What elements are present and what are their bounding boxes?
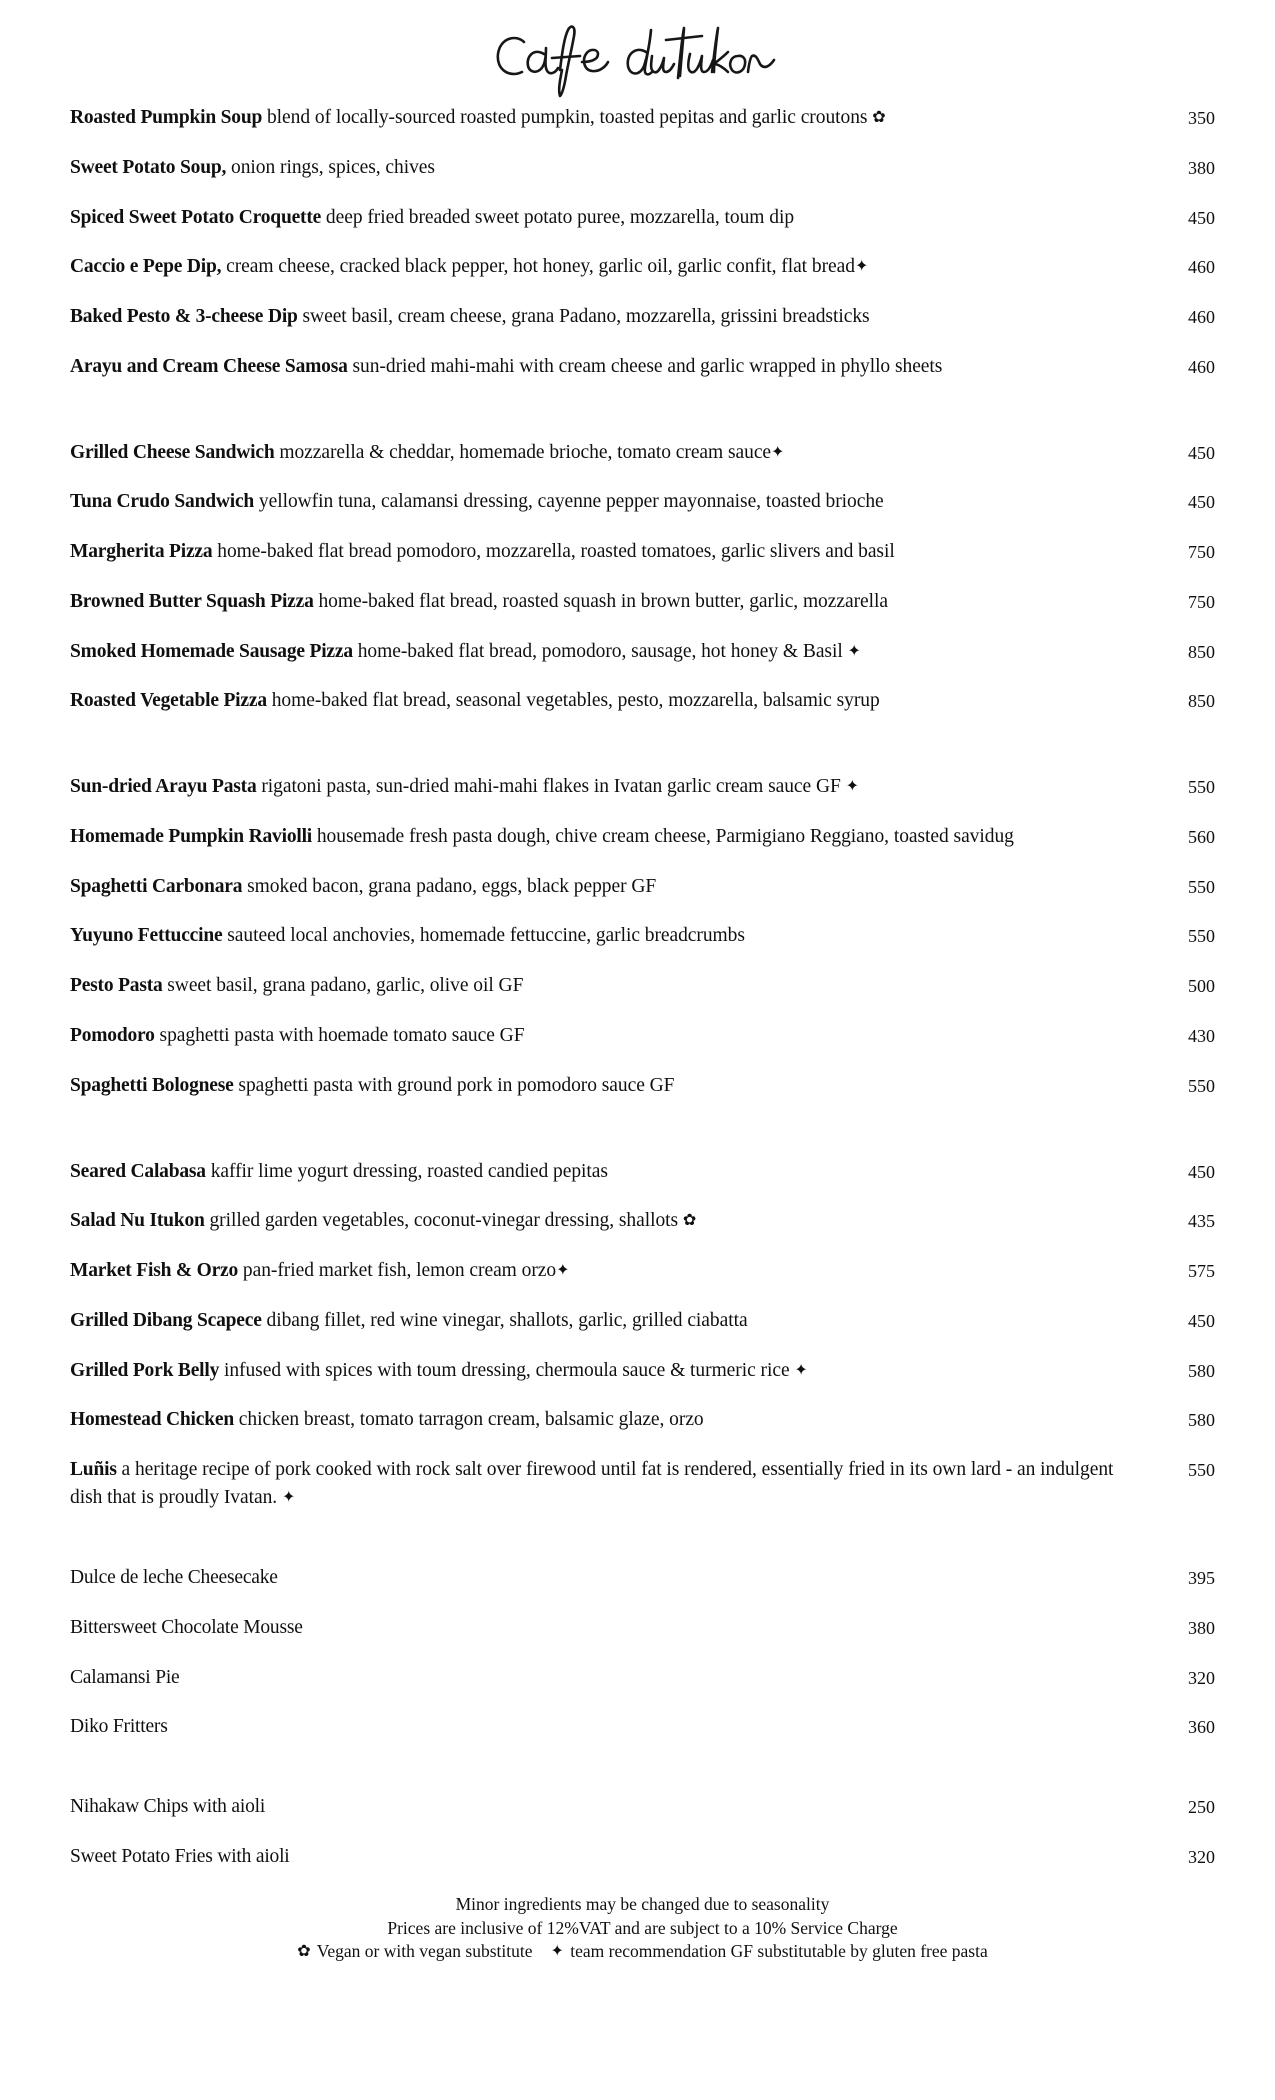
menu-item-text — [70, 538, 1169, 566]
menu-item-price: 460 — [1188, 307, 1215, 328]
menu-item-price: 450 — [1188, 442, 1215, 463]
menu-item[interactable] — [70, 104, 1215, 132]
menu-item-desc: deep fried breaded sweet potato puree, mozzarella, toum dip — [321, 206, 795, 228]
menu-item[interactable] — [70, 823, 1215, 851]
menu-item[interactable] — [70, 773, 1215, 801]
menu-item-text — [70, 873, 1169, 901]
menu-item-desc: pan-fried market fish, lemon cream orzo — [238, 1260, 557, 1282]
section-divider — [70, 1763, 1215, 1793]
menu-item-name: Pesto Pasta — [70, 975, 168, 997]
menu-item-name: Browned Butter Squash Pizza — [70, 590, 314, 612]
menu-item[interactable] — [70, 1614, 1215, 1642]
menu-item-text — [70, 1307, 1169, 1335]
menu-item-text — [70, 823, 1169, 851]
menu-item-price: 460 — [1188, 257, 1215, 278]
menu-item-desc: a heritage recipe of pork cooked with rock salt over firewood until fat is rendered, essentially fried in its own lard - an indulgent dish that is proudly Ivatan. — [70, 1459, 1114, 1509]
menu-item-price: 320 — [1188, 1847, 1215, 1867]
menu-item-name: Yuyuno Fettuccine — [70, 925, 223, 947]
menu-item-desc: chicken breast, tomato tarragon cream, balsamic glaze, orzo — [233, 1409, 704, 1431]
menu-item-price: 750 — [1188, 542, 1215, 563]
menu-item-price: 460 — [1188, 356, 1215, 377]
menu-item-desc: rigatoni pasta, sun-dried mahi-mahi flakes in Ivatan garlic cream sauce GF — [256, 776, 846, 798]
menu-item-price: 350 — [1188, 108, 1215, 128]
menu-item-text — [70, 303, 1169, 331]
menu-item-name: Caccio e Pepe Dip, — [70, 256, 222, 278]
recommended-icon: ✦ — [845, 778, 859, 796]
recommended-icon: ✦ — [550, 1943, 564, 1961]
menu-item-price: 580 — [1188, 1360, 1215, 1381]
menu-item-price: 550 — [1188, 926, 1215, 947]
section-sandwiches-pizza — [70, 439, 1215, 716]
menu-item-price: 550 — [1188, 777, 1215, 798]
menu-item-price: 450 — [1188, 207, 1215, 228]
menu-item-price: 380 — [1188, 157, 1215, 178]
menu-item-name: Baked Pesto & 3-cheese Dip — [70, 306, 298, 328]
menu-item-desc: home-baked flat bread, seasonal vegetables, pesto, mozzarella, balsamic syrup — [266, 690, 880, 712]
menu-item-desc: grilled garden vegetables, coconut-vinegar dressing, shallots — [204, 1210, 683, 1232]
menu-item-text — [70, 1072, 1169, 1100]
menu-item[interactable] — [70, 1843, 1215, 1871]
menu-item[interactable] — [70, 638, 1215, 666]
recommended-icon: ✦ — [847, 642, 861, 660]
menu-item-price: 450 — [1188, 1161, 1215, 1182]
menu-item-text — [70, 104, 1169, 132]
menu-item[interactable] — [70, 303, 1215, 331]
menu-footer — [70, 1893, 1215, 1964]
recommended-icon: ✦ — [281, 1489, 296, 1507]
recommended-icon: ✦ — [556, 1262, 570, 1280]
menu-item[interactable] — [70, 1793, 1215, 1821]
menu-item-text — [70, 1456, 1169, 1513]
menu-item[interactable] — [70, 1022, 1215, 1050]
menu-item-name: Luñis — [70, 1459, 117, 1481]
menu-item[interactable] — [70, 253, 1215, 281]
menu-item-text — [70, 353, 1169, 381]
menu-item-price: 850 — [1188, 691, 1215, 712]
menu-item[interactable] — [70, 1072, 1215, 1100]
menu-item-desc: smoked bacon, grana padano, eggs, black pepper GF — [242, 875, 657, 897]
menu-item[interactable] — [70, 873, 1215, 901]
menu-item[interactable] — [70, 922, 1215, 950]
menu-item-name: Tuna Crudo Sandwich — [70, 491, 255, 513]
section-starters — [70, 104, 1215, 381]
menu-item-price: 320 — [1188, 1667, 1215, 1688]
menu-item-text — [70, 154, 1169, 182]
menu-item-name: Spiced Sweet Potato Croquette — [70, 206, 322, 228]
menu-item-price: 550 — [1188, 876, 1215, 897]
menu-item-price: 560 — [1188, 826, 1215, 847]
menu-item-text — [70, 1406, 1169, 1434]
section-divider — [70, 1534, 1215, 1564]
menu-item-desc: home-baked flat bread, roasted squash in brown butter, garlic, mozzarella — [313, 590, 888, 612]
menu-item[interactable] — [70, 1207, 1215, 1235]
legend-recommended-text: team recommendation GF substitutable by gluten free pasta — [570, 1941, 988, 1962]
menu-item-text — [70, 204, 1169, 232]
menu-item-name: Spaghetti Bolognese — [70, 1074, 234, 1096]
menu-item-name: Salad Nu Itukon — [70, 1210, 205, 1232]
menu-item-price: 550 — [1188, 1460, 1215, 1481]
vegan-icon: ✿ — [682, 1212, 697, 1230]
menu-item[interactable] — [70, 154, 1215, 182]
menu-item-text — [70, 1357, 1169, 1385]
menu-item-price: 360 — [1188, 1717, 1215, 1738]
menu-item-text — [70, 488, 1169, 516]
menu-item[interactable] — [70, 353, 1215, 381]
menu-item-name: Homemade Pumpkin Raviolli — [70, 825, 313, 847]
menu-item-text — [70, 1843, 1169, 1871]
menu-item-name: Arayu and Cream Cheese Samosa — [70, 355, 348, 377]
menu-item[interactable] — [70, 1406, 1215, 1434]
menu-item-price: 450 — [1188, 492, 1215, 513]
menu-item-text — [70, 1207, 1169, 1235]
menu-item[interactable] — [70, 439, 1215, 467]
menu-item-name: Sweet Potato Fries with aioli — [70, 1846, 290, 1867]
menu-item-name: Bittersweet Chocolate Mousse — [70, 1616, 303, 1638]
menu-item-name: Roasted Pumpkin Soup — [70, 107, 263, 128]
menu-item-text — [70, 1614, 1169, 1642]
section-mains — [70, 1158, 1215, 1513]
menu-item-name: Sweet Potato Soup, — [70, 156, 227, 178]
menu-item-desc: home-baked flat bread pomodoro, mozzarella, roasted tomatoes, garlic slivers and basil — [212, 541, 895, 563]
menu-item-text — [70, 1022, 1169, 1050]
menu-item-desc: infused with spices with toum dressing, chermoula sauce & turmeric rice — [219, 1359, 795, 1381]
menu-item-price: 750 — [1188, 591, 1215, 612]
menu-item-text — [70, 1664, 1169, 1692]
menu-item-name: Calamansi Pie — [70, 1666, 180, 1688]
menu-item[interactable] — [70, 1158, 1215, 1186]
menu-item[interactable] — [70, 588, 1215, 616]
menu-item-price: 850 — [1188, 641, 1215, 662]
menu-item-desc: cream cheese, cracked black pepper, hot honey, garlic oil, garlic confit, flat bread — [221, 256, 855, 278]
menu-item[interactable] — [70, 1357, 1215, 1385]
menu-item-desc: onion rings, spices, chives — [226, 156, 435, 178]
menu-item-name: Smoked Homemade Sausage Pizza — [70, 640, 353, 662]
menu-item[interactable] — [70, 204, 1215, 232]
recommended-icon: ✦ — [794, 1361, 808, 1379]
menu-item-desc: blend of locally-sourced roasted pumpkin, toasted pepitas and garlic croutons — [262, 107, 873, 128]
recommended-icon: ✦ — [854, 258, 869, 276]
menu-item-desc: spaghetti pasta with hoemade tomato sauce GF — [154, 1025, 525, 1047]
menu-item-text — [70, 1564, 1169, 1592]
section-divider — [70, 403, 1215, 439]
menu-item-name: Spaghetti Carbonara — [70, 875, 243, 897]
menu-item-name: Homestead Chicken — [70, 1409, 234, 1431]
menu-item-text — [70, 588, 1169, 616]
menu-item-name: Diko Fritters — [70, 1716, 168, 1738]
vegan-icon: ✿ — [872, 109, 886, 126]
menu-item-price: 580 — [1188, 1410, 1215, 1431]
menu-item-desc: spaghetti pasta with ground pork in pomodoro sauce GF — [233, 1074, 675, 1096]
menu-item-desc: sun-dried mahi-mahi with cream cheese and garlic wrapped in phyllo sheets — [347, 355, 943, 377]
menu-item-name: Grilled Dibang Scapece — [70, 1309, 262, 1331]
menu-item-text — [70, 253, 1169, 281]
menu-item[interactable] — [70, 538, 1215, 566]
menu-item[interactable] — [70, 972, 1215, 1000]
menu-item-price: 380 — [1188, 1617, 1215, 1638]
menu-item-name: Grilled Pork Belly — [70, 1359, 220, 1381]
menu-item[interactable] — [70, 1664, 1215, 1692]
footer-vat-note: Prices are inclusive of 12%VAT and are subject to a 10% Service Charge — [387, 1917, 898, 1938]
menu-item-name: Nihakaw Chips with aioli — [70, 1796, 266, 1818]
menu-item-price: 550 — [1188, 1075, 1215, 1096]
restaurant-logo — [0, 0, 1275, 104]
menu-item-text — [70, 922, 1169, 950]
menu-item-desc: sauteed local anchovies, homemade fettuccine, garlic breadcrumbs — [222, 925, 745, 947]
menu-item-text — [70, 1158, 1169, 1186]
section-divider — [70, 737, 1215, 773]
menu-item-price: 575 — [1188, 1261, 1215, 1282]
menu-item-text — [70, 1257, 1169, 1285]
section-pasta — [70, 773, 1215, 1100]
menu-item-name: Pomodoro — [70, 1025, 155, 1047]
section-sides — [70, 1793, 1215, 1871]
menu-item-price: 395 — [1188, 1568, 1215, 1589]
menu-item-desc: yellowfin tuna, calamansi dressing, cayenne pepper mayonnaise, toasted brioche — [254, 491, 884, 513]
cafe-du-tukon-script-logo — [488, 14, 788, 98]
menu-item-desc: mozzarella & cheddar, homemade brioche, tomato cream sauce — [274, 441, 772, 463]
menu-item-text — [70, 972, 1169, 1000]
menu-item-name: Market Fish & Orzo — [70, 1260, 239, 1282]
menu-item-name: Margherita Pizza — [70, 541, 213, 563]
menu-item-text — [70, 439, 1169, 467]
menu-item[interactable] — [70, 1456, 1215, 1513]
vegan-icon: ✿ — [297, 1943, 311, 1961]
menu-item[interactable] — [70, 1713, 1215, 1741]
menu-item-price: 500 — [1188, 976, 1215, 997]
footer-seasonality-note: Minor ingredients may be changed due to seasonality — [455, 1893, 830, 1914]
menu-item-name: Seared Calabasa — [70, 1160, 206, 1182]
menu-item[interactable] — [70, 1257, 1215, 1285]
menu-item-desc: dibang fillet, red wine vinegar, shallots, garlic, grilled ciabatta — [261, 1309, 748, 1331]
menu-item-name: Dulce de leche Cheesecake — [70, 1567, 278, 1589]
menu-item[interactable] — [70, 488, 1215, 516]
menu-item-desc: kaffir lime yogurt dressing, roasted candied pepitas — [205, 1160, 608, 1182]
menu-item-text — [70, 1793, 1169, 1821]
menu-item-price: 430 — [1188, 1026, 1215, 1047]
footer-legend — [70, 1940, 1215, 1964]
menu-sections — [0, 104, 1275, 1964]
menu-item-text — [70, 1713, 1169, 1741]
menu-item-desc: housemade fresh pasta dough, chive cream cheese, Parmigiano Reggiano, toasted savidug — [312, 825, 1014, 847]
section-divider — [70, 1122, 1215, 1158]
section-desserts — [70, 1564, 1215, 1742]
menu-item-text — [70, 773, 1169, 801]
recommended-icon: ✦ — [771, 443, 785, 461]
menu-item-name: Sun-dried Arayu Pasta — [70, 776, 257, 798]
menu-item-price: 450 — [1188, 1310, 1215, 1331]
menu-item-text — [70, 638, 1169, 666]
menu-item-desc: sweet basil, grana padano, garlic, olive oil GF — [167, 975, 524, 997]
menu-item-name: Grilled Cheese Sandwich — [70, 441, 275, 463]
legend-vegan-text: Vegan or with vegan substitute — [316, 1941, 533, 1962]
menu-item-desc: home-baked flat bread, pomodoro, sausage, hot honey & Basil — [352, 640, 848, 662]
menu-item[interactable] — [70, 1307, 1215, 1335]
menu-item[interactable] — [70, 687, 1215, 715]
menu-item-price: 435 — [1188, 1211, 1215, 1232]
menu-item-name: Roasted Vegetable Pizza — [70, 690, 267, 712]
menu-item-desc: sweet basil, cream cheese, grana Padano, mozzarella, grissini breadsticks — [297, 306, 870, 328]
menu-item-text — [70, 687, 1169, 715]
menu-item[interactable] — [70, 1564, 1215, 1592]
menu-item-price: 250 — [1188, 1797, 1215, 1818]
